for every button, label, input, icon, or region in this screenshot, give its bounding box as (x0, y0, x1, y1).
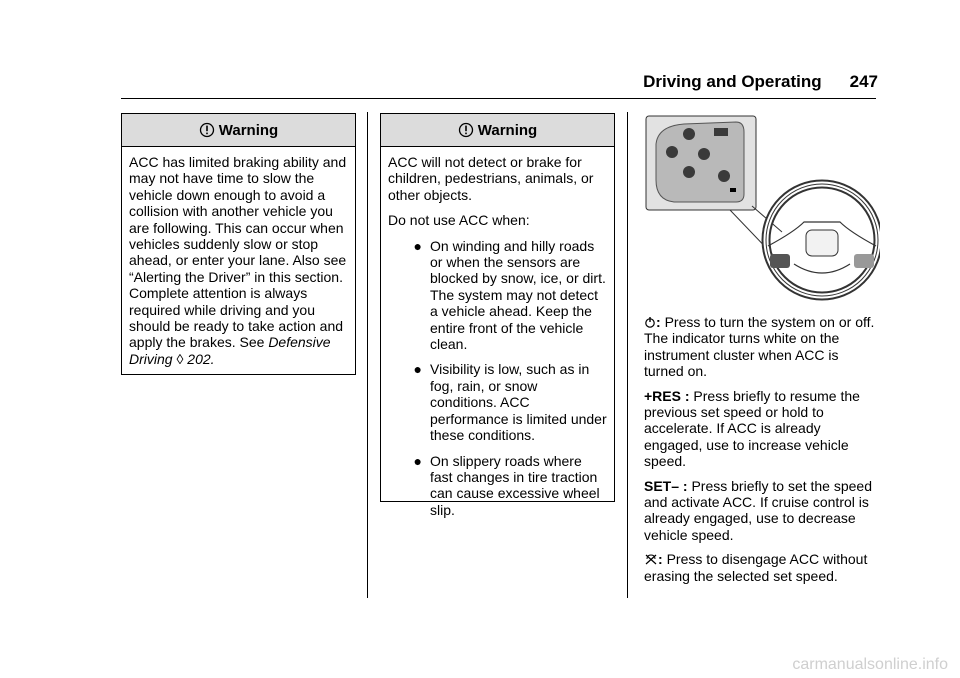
list-item: ● On slippery roads where fast changes in tire traction can cause excessive wheel slip. (388, 453, 608, 519)
controls-description (644, 314, 880, 592)
power-icon (644, 316, 656, 328)
warning-intro: ACC will not detect or brake for children, pedestrians, animals, or other objects. (388, 154, 594, 203)
warning-icon (458, 122, 474, 138)
warning-icon (199, 122, 215, 138)
warning-box-left (121, 113, 356, 375)
section-title: Driving and Operating (643, 72, 822, 91)
watermark: carmanualsonline.info (792, 656, 948, 673)
page-number: 247 (849, 72, 878, 91)
list-item: ● Visibility is low, such as in fog, rain, or snow conditions. ACC performance is limited under these conditions. (388, 361, 608, 443)
page-header (0, 72, 878, 92)
column-divider (367, 112, 368, 598)
warning-title: Warning (477, 121, 538, 139)
bullet-icon: ● (413, 361, 422, 378)
control-item-set: SET– : Press briefly to set the speed and activate ACC. If cruise control is already engaged, use to decrease vehicle speed. (644, 477, 873, 543)
reference-link[interactable]: Defensive Driving (129, 334, 331, 367)
control-item-res: +RES : Press briefly to resume the previous set speed or hold to accelerate. If ACC is already engaged, use to increase vehicle speed. (644, 387, 860, 470)
header-rule (121, 98, 876, 99)
warning-body (122, 147, 355, 382)
bullet-icon: ● (413, 237, 422, 254)
warning-text: ACC has limited braking ability and may not have time to slow the vehicle down enough to avoid a collision with another vehicle you are following. This can occur when vehicles suddenly slow or stop ahead, or enter your lane. Also see “Alerting the Driver” in this section. Complete attention is always required while driving and you should be ready to take action and apply the brakes. See (129, 154, 347, 351)
control-item-cancel: : Press to disengage ACC without erasing the selected set speed. (644, 551, 868, 584)
warning-box-middle (380, 113, 615, 518)
list-item: ● On winding and hilly roads or when the sensors are blocked by snow, ice, or dirt. The system may not detect a vehicle ahead. Keep the entire front of the vehicle clean. (388, 238, 608, 353)
warning-title: Warning (218, 121, 279, 139)
warning-header (122, 114, 355, 147)
steering-wheel-diagram (644, 114, 880, 304)
cancel-icon (644, 553, 658, 565)
column-divider (627, 112, 628, 598)
warning-header (381, 114, 614, 147)
warning-body (381, 147, 614, 533)
page-ref-icon: ◊ (176, 350, 184, 367)
control-item-power: : Press to turn the system on or off. The indicator turns white on the instrument cluster when ACC is turned on. (644, 314, 875, 380)
warning-lead: Do not use ACC when: (388, 212, 530, 229)
reference-page: 202. (187, 350, 215, 367)
steering-wheel-illustration (644, 114, 880, 309)
bullet-icon: ● (413, 452, 422, 469)
